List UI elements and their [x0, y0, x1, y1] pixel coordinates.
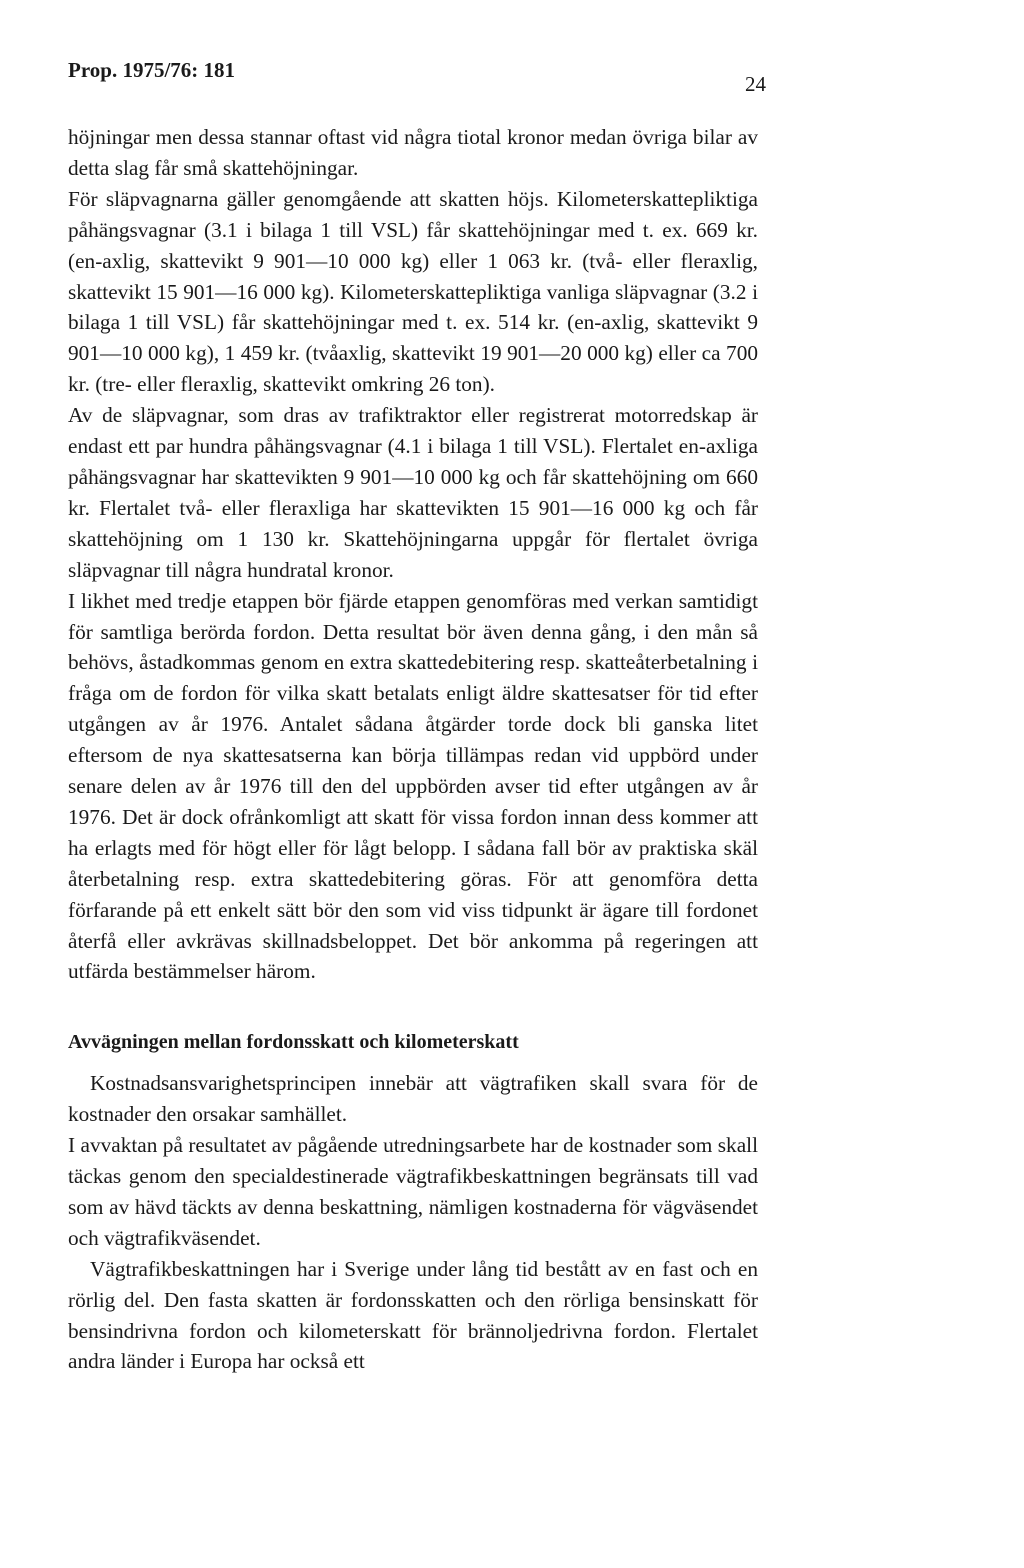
section-heading: Avvägningen mellan fordonsskatt och kilometerskatt [68, 1031, 519, 1054]
page-number: 24 [745, 72, 766, 96]
paragraph-tractor-trailers: Av de släpvagnar, som dras av trafiktraktor eller registrerat motorredskap är endast ett par hundra påhängsvagnar (4.1 i bilaga 1 till VSL). Flertalet en-axliga påhängsvagnar har skattevikten 9 901—10 000 kg och får skattehöjning om 660 kr. Flertalet två- eller fleraxliga har skattevikten 15 901—16 000 kg och får skattehöjning om 1 130 kr. Skattehöjningarna uppgår för flertalet övriga släpvagnar till några hundratal kronor. [68, 403, 758, 582]
section-paragraph: Vägtrafikbeskattningen har i Sverige under lång tid bestått av en fast och en rörlig del. Den fasta skatten är fordonsskatten och den rörliga bensinskatt för bensindrivna fordon och kilometerskatt för brännoljedrivna fordon. Flertalet andra länder i Europa har också ett [68, 1256, 758, 1374]
section-body [68, 1068, 758, 1377]
body-text [68, 122, 758, 1377]
running-head [68, 58, 766, 98]
publication-reference: Prop. 1975/76: 181 [68, 58, 236, 82]
paragraph-continuation: höjningar men dessa stannar oftast vid några tiotal kronor medan övriga bilar av detta slag får små skattehöjningar. [68, 125, 758, 180]
paragraph-implementation: I likhet med tredje etappen bör fjärde etappen genomföras med verkan samtidigt för samtliga berörda fordon. Detta resultat bör även denna gång, i den mån så behövs, åstadkommas genom en extra skattedebitering resp. skatteåterbetalning i fråga om de fordon för vilka skatt betalats enligt äldre skattesatser för tid efter utgången av år 1976. Antalet sådana åtgärder torde dock bli ganska litet eftersom de nya skattesatserna kan börja tillämpas redan vid uppbörd under senare delen av år 1976 till den del uppbörden avser tid efter utgången av år 1976. Det är dock ofrånkomligt att skatt för vissa fordon innan dess kommer att ha erlagts med för högt eller för lågt belopp. I sådana fall bör av praktiska skäl återbetalning resp. extra skattedebitering göras. För att genomföra detta förfarande på ett enkelt sätt bör den som vid viss tidpunkt är ägare till fordonet återfå eller avkrävas skillnadsbeloppet. Det bör ankomma på regeringen att utfärda bestämmelser härom. [68, 588, 758, 984]
section-paragraph: Kostnadsansvarighetsprincipen innebär att vägtrafiken skall svara för de kostnader den orsakar samhället. [68, 1071, 758, 1127]
section-paragraph: I avvaktan på resultatet av pågående utredningsarbete har de kostnader som skall täckas genom den specialdestinerade vägtrafikbeskattningen begränsats till vad som av hävd täckts av denna beskattning, nämligen kostnaderna för vägväsendet och vägtrafikväsendet. [68, 1133, 758, 1250]
paragraph-trailers: För släpvagnarna gäller genomgående att skatten höjs. Kilometerskattepliktiga påhängsvagnar (3.1 i bilaga 1 till VSL) får skattehöjningar med t. ex. 669 kr. (en-axlig, skattevikt 9 901—10 000 kg) eller 1 063 kr. (två- eller fleraxlig, skattevikt 15 901—16 000 kg). Kilometerskattepliktiga vanliga släpvagnar (3.2 i bilaga 1 till VSL) får skattehöjningar med t. ex. 514 kr. (en-axlig, skattevikt 9 901—10 000 kg), 1 459 kr. (tvåaxlig, skattevikt 19 901—20 000 kg) eller ca 700 kr. (tre- eller fleraxlig, skattevikt omkring 26 ton). [68, 186, 758, 397]
